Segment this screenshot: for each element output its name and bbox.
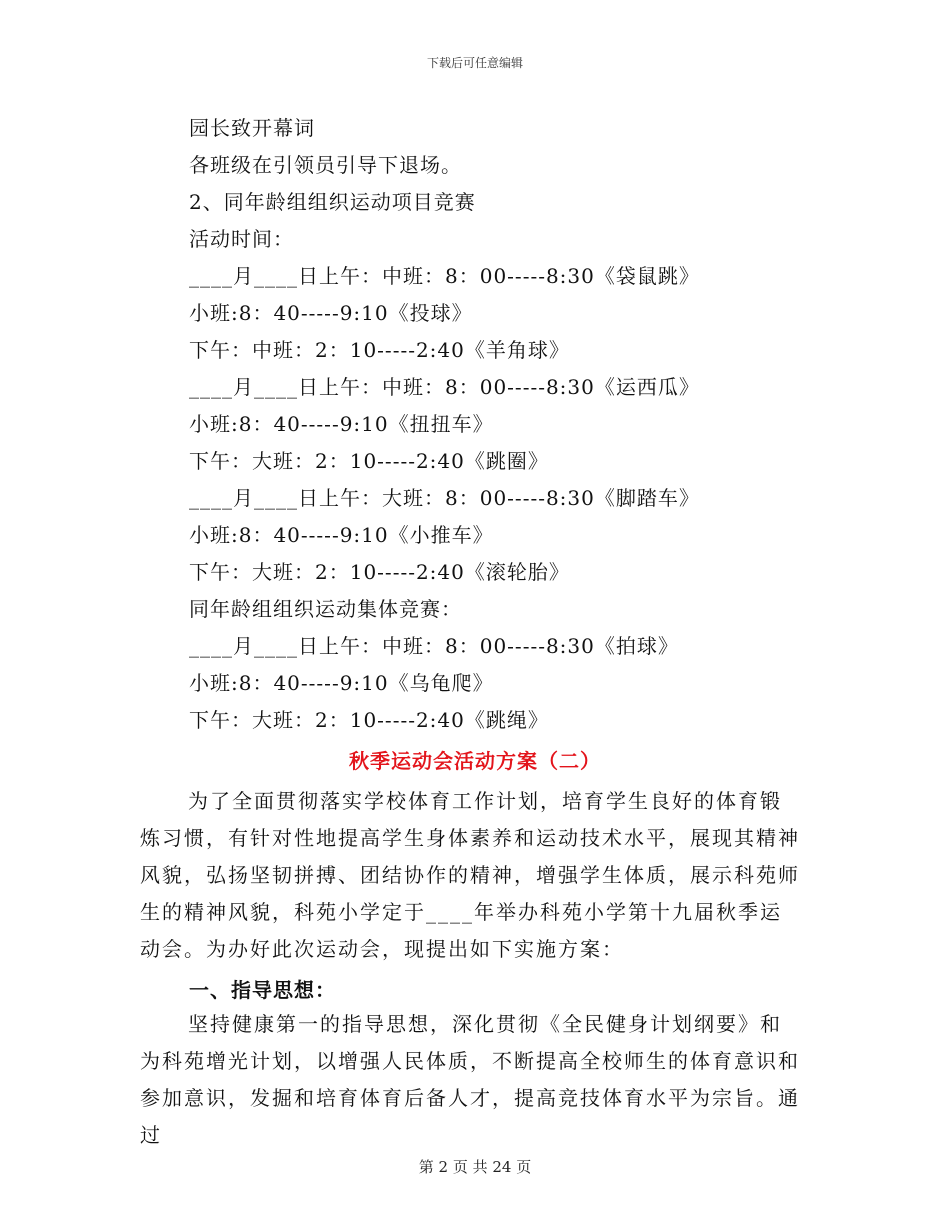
- intro-paragraph: 为了全面贯彻落实学校体育工作计划，培育学生良好的体育锻炼习惯，有针对性地提高学生身体素养和运动技术水平，展现其精神风貌，弘扬坚韧拼搏、团结协作的精神，增强学生体质，展示科苑师生的精神风貌，科苑小学定于____年举办科苑小学第十九届秋季运动会。为办好此次运动会，现提出如下实施方案：: [140, 789, 800, 961]
- schedule-line: ____月____日上午：大班：8：00-----8:30《脚踏车》: [189, 486, 700, 510]
- schedule-line: 下午：大班：2：10-----2:40《跳圈》: [189, 449, 549, 473]
- text-line: 各班级在引领员引导下退场。: [189, 153, 462, 177]
- page-number: 第 2 页 共 24 页: [418, 1158, 532, 1176]
- text-line: 活动时间：: [189, 227, 294, 251]
- schedule-line: 小班:8：40-----9:10《投球》: [189, 301, 473, 325]
- guiding-paragraph: 坚持健康第一的指导思想，深化贯彻《全民健身计划纲要》和为科苑增光计划，以增强人民体质，不断提高全校师生的体育意识和参加意识，发掘和培育体育后备人才，提高竞技体育水平为宗旨。通过: [140, 1012, 800, 1147]
- section-heading: 一、指导思想：: [189, 978, 336, 1002]
- schedule-line: ____月____日上午：中班：8：00-----8:30《运西瓜》: [189, 375, 700, 399]
- text-line: 同年龄组组织运动集体竞赛：: [189, 597, 462, 621]
- schedule-line: ____月____日上午：中班：8：00-----8:30《袋鼠跳》: [189, 264, 700, 288]
- page-header: 下载后可任意编辑: [426, 56, 523, 70]
- text-line: 2、同年龄组组织运动项目竞赛: [189, 190, 476, 214]
- schedule-line: 小班:8：40-----9:10《乌龟爬》: [189, 671, 494, 695]
- schedule-line: 下午：大班：2：10-----2:40《跳绳》: [189, 708, 549, 732]
- schedule-line: ____月____日上午：中班：8：00-----8:30《拍球》: [189, 634, 679, 658]
- schedule-line: 小班:8：40-----9:10《扭扭车》: [189, 412, 494, 436]
- text-line: 园长致开幕词: [189, 116, 315, 140]
- schedule-line: 小班:8：40-----9:10《小推车》: [189, 523, 494, 547]
- schedule-line: 下午：中班：2：10-----2:40《羊角球》: [189, 338, 570, 362]
- section-title: 秋季运动会活动方案（二）: [349, 749, 601, 773]
- schedule-line: 下午：大班：2：10-----2:40《滚轮胎》: [189, 560, 570, 584]
